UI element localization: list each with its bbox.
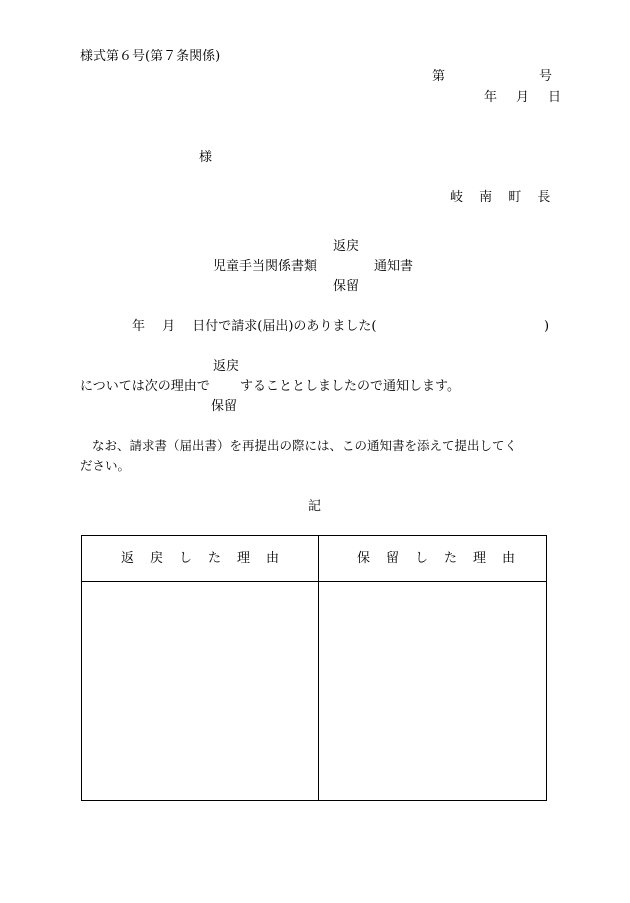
form-identifier: 様式第６号(第７条関係)	[80, 49, 221, 64]
note-line2: ださい。	[80, 458, 131, 473]
return-reason-header: 返戻した理由	[120, 551, 295, 566]
document-number-prefix: 第	[432, 69, 446, 84]
title-hold-option: 保留	[333, 279, 360, 294]
title-return-option: 返戻	[333, 239, 360, 254]
hold-reason-header: 保留した理由	[356, 551, 531, 566]
body-line2-prefix: については次の理由で	[80, 379, 210, 394]
sender-name: 岐 南 町 長	[450, 190, 557, 205]
body-line1-suffix: )	[544, 319, 550, 334]
title-main: 児童手当関係書類	[213, 259, 318, 274]
body-hold-option: 保留	[211, 399, 238, 414]
return-reason-cell[interactable]	[82, 582, 318, 800]
document-number-suffix: 号	[539, 69, 553, 84]
note-line1: なお、請求書（届出書）を再提出の際には、この通知書を添えて提出してく	[92, 438, 518, 453]
body-return-option: 返戻	[213, 359, 240, 374]
document-date: 年 月 日	[484, 90, 565, 105]
reason-table	[81, 535, 547, 801]
body-line2-suffix: することとしましたので通知します。	[240, 379, 460, 394]
hold-reason-cell[interactable]	[319, 582, 546, 800]
body-line1-prefix: 年 月 日付で請求(届出)のありました(	[132, 319, 377, 334]
addressee-suffix: 様	[199, 150, 213, 165]
title-suffix: 通知書	[374, 259, 414, 274]
ki-heading: 記	[308, 499, 322, 514]
